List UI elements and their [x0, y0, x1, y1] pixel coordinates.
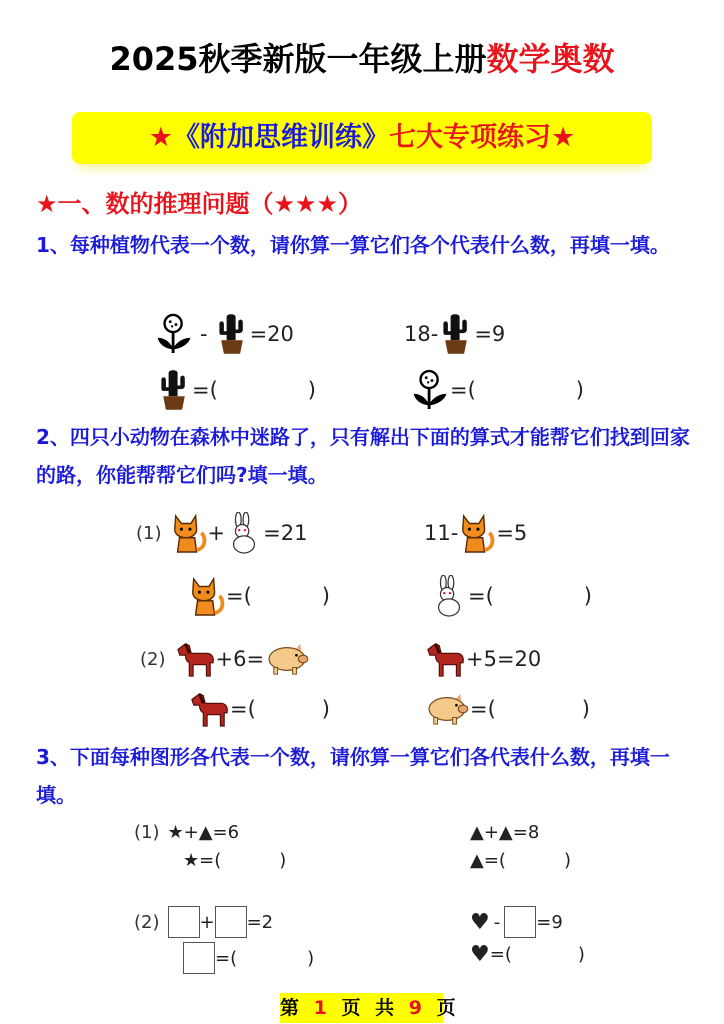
result: =5 — [496, 521, 528, 545]
title-main: 2025秋季新版一年级上册 — [109, 40, 487, 78]
answer-close: ) — [321, 584, 330, 608]
answer-open: =( — [230, 697, 256, 721]
flower-icon — [412, 368, 450, 412]
star-icon: ★ — [148, 122, 173, 153]
title-highlight: 数学奥数 — [486, 40, 615, 78]
answer-open: =( — [199, 850, 222, 871]
result: =20 — [249, 322, 294, 346]
cactus-icon — [214, 312, 250, 356]
square-icon — [215, 906, 247, 938]
total-pages: 9 — [408, 997, 422, 1019]
page-title — [0, 34, 724, 80]
equation: ▲+▲=8 — [470, 822, 540, 843]
q2-answer-cat — [188, 575, 330, 617]
answer-close: ) — [563, 850, 571, 871]
q1-answer-flower — [412, 368, 584, 412]
q2-part1-eq2 — [424, 512, 527, 554]
cat-icon — [458, 512, 496, 554]
part-label: (2) — [134, 911, 160, 933]
answer-open: =( — [470, 697, 496, 721]
footer-text: 页 — [436, 997, 456, 1019]
answer-open: =( — [489, 944, 512, 965]
q1-equation-2 — [404, 312, 505, 356]
q3-part1-eq1 — [134, 822, 239, 843]
pig-icon — [264, 642, 310, 676]
answer-open: =( — [483, 850, 506, 871]
cat-icon — [188, 575, 226, 617]
q2-answer-rabbit — [430, 575, 592, 617]
banner — [72, 112, 652, 164]
answer-close: ) — [307, 378, 316, 402]
heart-icon: ♥ — [470, 942, 490, 967]
q1-answer-cactus — [156, 368, 316, 412]
result: =9 — [474, 322, 506, 346]
section-heading: ★一、数的推理问题（★★★） — [36, 190, 363, 218]
answer-open: =( — [468, 584, 494, 608]
answer-close: ) — [307, 947, 315, 969]
operator: - — [200, 322, 208, 346]
q2-part2-eq1 — [140, 640, 310, 678]
cactus-icon — [156, 368, 192, 412]
cat-icon — [170, 512, 208, 554]
current-page: 1 — [313, 997, 327, 1019]
question-1-text: 1、每种植物代表一个数，请你算一算它们各个代表什么数，再填一填。 — [36, 233, 670, 257]
rabbit-icon — [430, 575, 468, 617]
operand: 11- — [424, 521, 459, 545]
operator: + — [207, 521, 226, 545]
q3-part2-eq2 — [470, 906, 563, 938]
operand: 18- — [404, 322, 439, 346]
flower-icon — [156, 312, 194, 356]
q3-answer-triangle — [470, 850, 571, 871]
cactus-icon — [438, 312, 474, 356]
q2-part1-eq1 — [136, 512, 307, 554]
pig-icon — [424, 692, 470, 726]
triangle-icon: ▲ — [470, 850, 484, 871]
star-icon: ★ — [551, 122, 576, 153]
equation: ★+▲=6 — [167, 822, 240, 843]
answer-close: ) — [279, 850, 287, 871]
answer-open: =( — [450, 378, 476, 402]
answer-close: ) — [581, 697, 590, 721]
banner-blue-text: 《附加思维训练》 — [173, 122, 389, 153]
part-label: (1) — [134, 822, 160, 843]
footer-text: 第 — [280, 997, 300, 1019]
result: +5=20 — [466, 647, 542, 671]
part-label: (1) — [136, 522, 162, 544]
answer-open: =( — [192, 378, 218, 402]
footer-text: 页 共 — [341, 997, 395, 1019]
answer-open: =( — [226, 584, 252, 608]
operator: +6= — [215, 647, 265, 671]
result: =21 — [263, 521, 308, 545]
square-icon — [504, 906, 536, 938]
answer-close: ) — [577, 944, 585, 965]
q3-answer-star — [183, 850, 286, 871]
horse-icon — [188, 690, 230, 728]
rabbit-icon — [225, 512, 263, 554]
answer-close: ) — [583, 584, 592, 608]
q3-answer-square — [183, 942, 314, 974]
part-label: (2) — [140, 648, 166, 670]
square-icon — [168, 906, 200, 938]
operator: - — [493, 911, 501, 933]
q3-part1-eq2 — [470, 822, 539, 843]
heart-icon: ♥ — [470, 909, 490, 935]
banner-red-text: 七大专项练习 — [389, 122, 551, 153]
horse-icon — [424, 640, 466, 678]
result: =2 — [246, 911, 274, 933]
answer-close: ) — [575, 378, 584, 402]
star-icon: ★ — [183, 850, 200, 871]
q3-answer-heart — [470, 942, 585, 967]
answer-open: =( — [215, 947, 238, 969]
q2-answer-pig — [424, 692, 590, 726]
answer-close: ) — [321, 697, 330, 721]
operator: + — [199, 911, 215, 933]
result: =9 — [536, 911, 563, 933]
q3-part2-eq1 — [134, 906, 273, 938]
q1-equation-1 — [156, 312, 294, 356]
page-footer — [280, 993, 456, 1023]
square-icon — [183, 942, 215, 974]
q2-part2-eq2 — [424, 640, 541, 678]
q2-answer-horse — [188, 690, 330, 728]
horse-icon — [174, 640, 216, 678]
question-2-text: 2、四只小动物在森林中迷路了，只有解出下面的算式才能帮它们找到回家的路，你能帮帮它们吗?填一填。 — [36, 425, 690, 487]
question-3-text: 3、下面每种图形各代表一个数，请你算一算它们各代表什么数，再填一填。 — [36, 745, 670, 807]
